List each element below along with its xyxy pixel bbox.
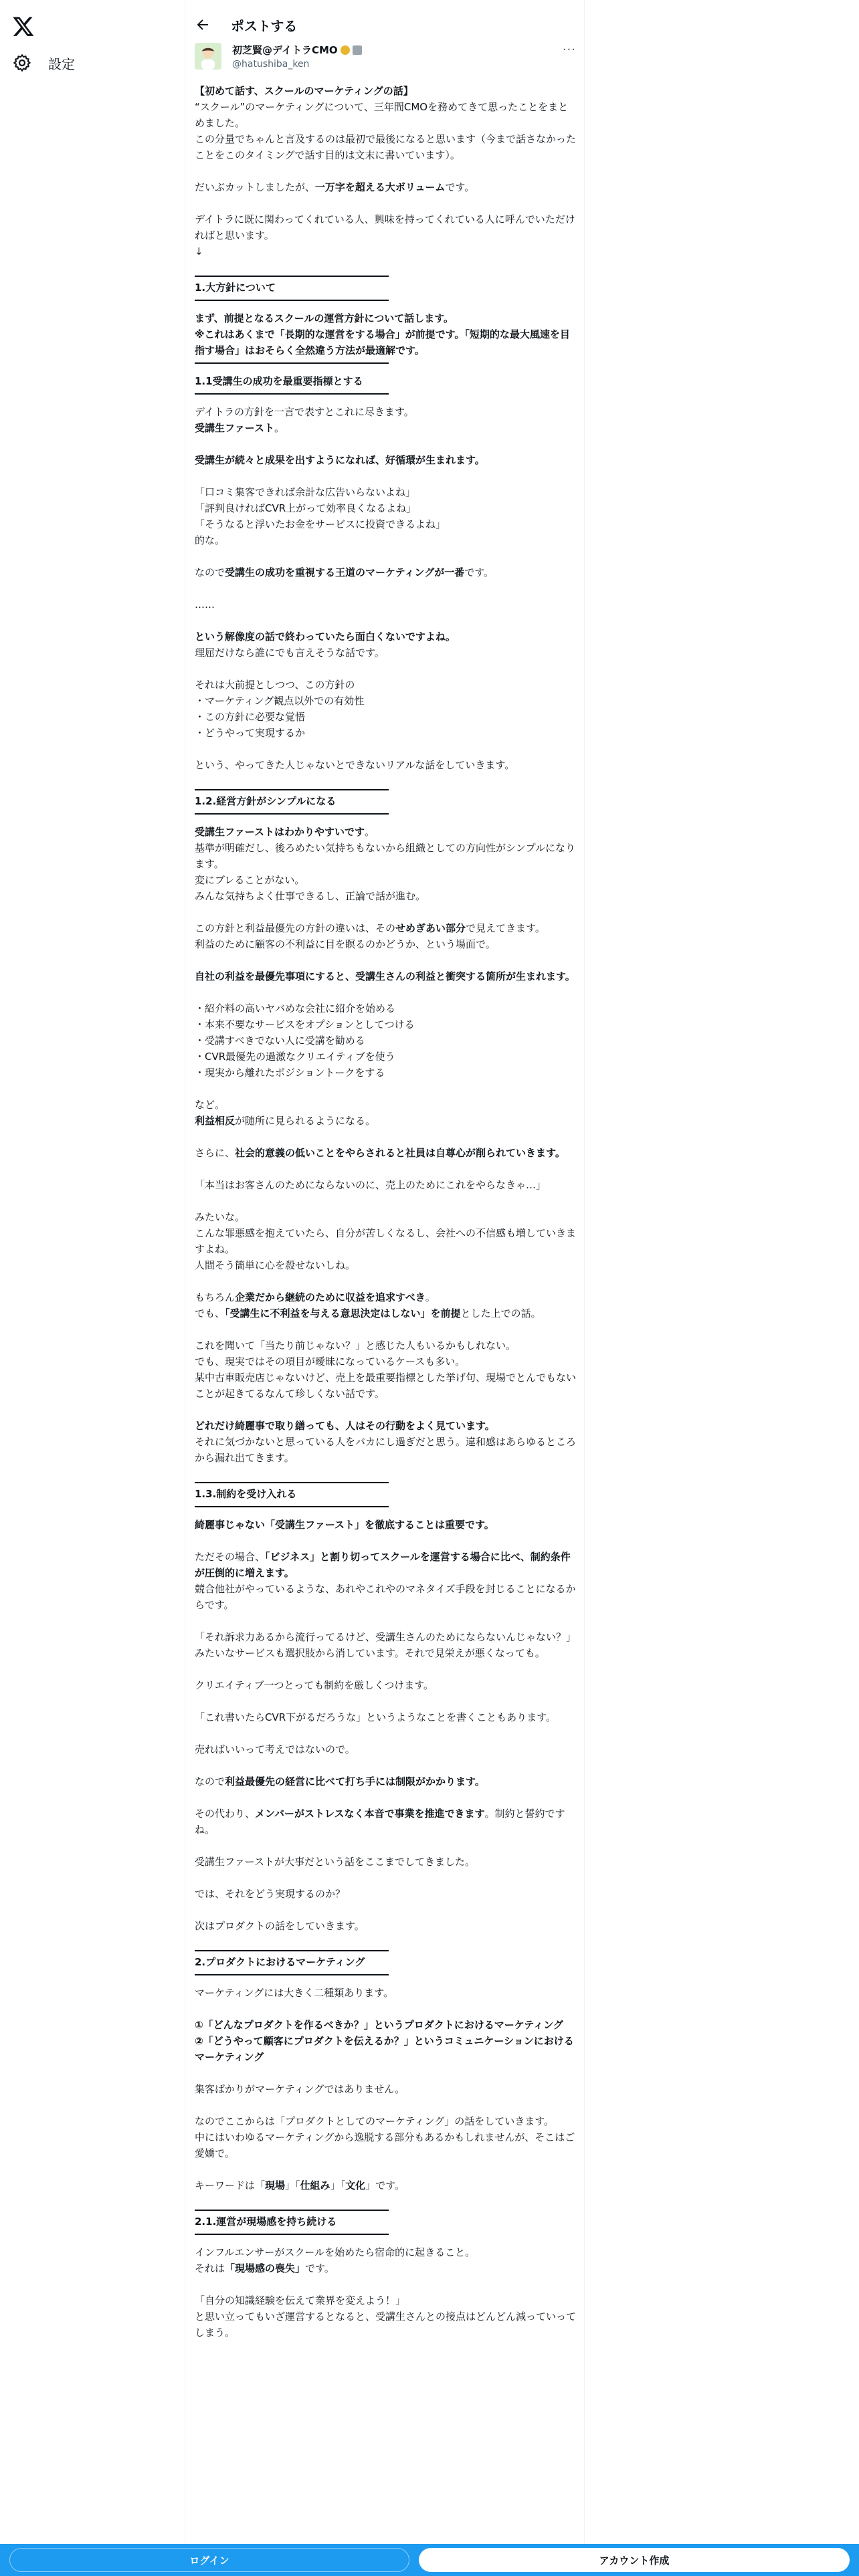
article-body [195,83,576,2357]
text-run: ・本来不要なサービスをオプションとしてつける [195,1018,415,1031]
text-run: 的な。 [195,534,225,546]
paragraph [195,597,576,613]
section-divider [195,1974,389,1975]
text-run: インフルエンサーがスクールを始めたら宿命的に起きること。 [195,2246,476,2258]
text-run: 2.1.運営が現場感を持ち続ける [195,2216,337,2228]
affiliate-badge-icon [353,45,362,55]
avatar[interactable] [195,43,221,70]
paragraph [195,1918,576,1934]
text-run: 文化 [345,2179,366,2191]
text-run: 次はプロダクトの話をしていきます。 [195,1920,365,1932]
paragraph [195,1741,576,1757]
paragraph [195,2177,576,2193]
text-run: 受講生の成功を重視する王道のマーケティングが一番 [225,566,465,578]
paragraph [195,920,576,952]
section-divider [195,276,389,277]
text-run: でも、現実ではその項目が曖昧になっているケースも多い。 [195,1356,466,1368]
paragraph [195,1806,576,1838]
text-run: 利益のために顧客の不利益に目を瞑るのかどうか、という場面で。 [195,938,496,950]
text-run: です。 [464,566,494,578]
text-run: です。 [305,2262,335,2274]
text-run: 現場 [265,2179,286,2191]
text-run: で見えてきます。 [466,922,545,934]
text-run: みんな気持ちよく仕事できるし、正論で話が進む。 [195,890,426,902]
text-run: “スクール”のマーケティングについて、三年間CMOを務めてきて思ったことをまとめました。 [195,101,569,129]
text-run: 【初めて話す、スクールのマーケティングの話】 [195,85,413,97]
text-run: キーワードは「 [195,2179,266,2191]
section-divider [195,1950,389,1951]
paragraph [195,2292,576,2341]
section-divider [195,1506,389,1507]
paragraph [195,243,576,259]
back-arrow-icon[interactable] [195,17,211,33]
text-run: 利益相反 [195,1115,235,1127]
text-run: と思い立ってもいざ運営するとなると、受講生さんとの接点はどんどん減っていってしまう。 [195,2311,577,2339]
text-run: では、それをどう実現するのか？ [195,1888,346,1900]
text-run: ・受講すべきでない人に受講を勧める [195,1035,365,1047]
text-run: 」「 [330,2179,346,2191]
paragraph [195,1289,576,1321]
login-button[interactable]: ログイン [9,2548,409,2572]
text-run: それに気づかないと思っている人をバカにし過ぎだと思う。違和感はあらゆるところから漏れ出てきます。 [195,1436,577,1464]
text-run: 仕組み [300,2179,330,2191]
text-run: 「これ書いたらCVR下がるだろうな」というようなことを書くこともあります。 [195,1711,556,1723]
main-column [185,0,585,2576]
section-heading [195,2214,576,2230]
text-run: 「そうなると浮いたお金をサービスに投資できるよね」 [195,518,446,530]
text-run: その代わり、 [195,1808,256,1820]
text-run: みたいな。 [195,1211,246,1223]
paragraph [195,1177,576,1193]
more-options-icon[interactable]: ··· [562,43,576,57]
text-run: 一万字を超える大ボリューム [314,181,446,193]
text-run: 売ればいいって考えではないので。 [195,1743,355,1755]
text-run: ↓ [195,245,203,257]
text-run: それは [195,2262,225,2274]
text-run: 1.2.経営方針がシンプルになる [195,795,337,807]
text-run: 。 [425,1291,436,1303]
text-run: クリエイティブ一つとっても制約を厳しくつけます。 [195,1679,434,1691]
text-run: 某中古車販売店じゃないけど、売上を最重要指標とした挙げ句、現場でとんでもないことが起きてるなんて珍しくない話です。 [195,1372,577,1400]
section-divider [195,300,389,301]
section-divider [195,813,389,815]
text-run: 受講生ファーストが大事だという話をここまでしてきました。 [195,1856,475,1868]
text-run: なので [195,1776,225,1788]
paragraph [195,1677,576,1693]
text-run: こんな罪悪感を抱えていたら、自分が苦しくなるし、会社への不信感も増していきますよね。 [195,1227,577,1255]
text-run: 「自分の知識経験を伝えて業界を変えよう！」 [195,2294,406,2306]
paragraph [195,564,576,580]
text-run: だいぶカットしましたが、 [195,181,315,193]
author-handle[interactable]: @hatushiba_ken [232,59,310,70]
gear-icon [12,53,32,73]
avatar-illustration-icon [195,43,221,70]
section-divider [195,393,389,395]
text-run: 「評判良ければCVR上がって効率良くなるよね」 [195,502,417,514]
text-run: 「ビジネス」と割り切ってスクールを運営する場合に比べ、制約条件が圧倒的に増えます。 [195,1551,571,1579]
text-run: ・この方針に必要な覚悟 [195,711,306,723]
paragraph [195,757,576,773]
section-heading [195,793,576,809]
paragraph [195,179,576,195]
text-run: ・どうやって実現するか [195,727,306,739]
header [185,0,584,49]
text-run: 企業だから継続のために収益を追求すべき [235,1291,425,1303]
text-run: ・現実から離れたポジショントークをする [195,1067,385,1079]
text-run: 「口コミ集客できれば余計な広告いらないよね」 [195,486,416,498]
paragraph [195,2244,576,2276]
section-heading [195,373,576,389]
section-divider [195,2210,389,2211]
text-run: 1.1受講生の成功を最重要指標とする [195,375,363,387]
text-run: この分量でちゃんと言及するのは最初で最後になると思います（今まで話さなかったことをこのタイミングで話す目的は文末に書いています）。 [195,133,577,161]
text-run: 「現場感の喪失」 [225,2262,306,2274]
text-run: みたいなサービスも選択肢から消しています。それで見栄えが悪くなっても。 [195,1647,545,1659]
settings-nav-item[interactable] [12,49,75,76]
text-run: 1.大方針について [195,282,276,294]
text-run: 利益最優先の経営に比べて打ち手には制限がかかります。 [225,1776,485,1788]
text-run: でも、 [195,1307,225,1319]
section-heading [195,1486,576,1502]
text-run: 」です。 [365,2179,405,2191]
section-divider [195,2234,389,2235]
text-run: 中にはいわゆるマーケティングから逸脱する部分もあるかもしれませんが、そこはご愛嬌で。 [195,2131,575,2159]
settings-label: 設定 [48,56,75,72]
text-run: さらに、 [195,1147,235,1159]
text-run: が随所に見られるようになる。 [235,1115,376,1127]
text-run: ②「どうやって顧客にプロダクトを伝えるか？」というコミュニケーションにおけるマーケティング [195,2035,574,2063]
paragraph [195,1145,576,1161]
text-run: 「本当はお客さんのためにならないのに、売上のためにこれをやらなきゃ…」 [195,1179,547,1191]
text-run: なので [195,566,225,578]
section-heading [195,310,576,358]
paragraph [195,1854,576,1870]
paragraph [195,404,576,436]
text-run: 人間そう簡単に心を殺せないしね。 [195,1259,356,1271]
text-run: まず、前提となるスクールの運営方針について話します。 [195,312,454,324]
text-run: ・紹介料の高いヤバめな会社に紹介を始める [195,1002,396,1014]
paragraph [195,1549,576,1613]
text-run: という、やってきた人じゃないとできないリアルな話をしていきます。 [195,759,515,771]
text-run: 受講生ファーストはわかりやすいです [195,826,365,838]
text-run: メンバーがストレスなく本音で事業を推進できます [255,1808,485,1820]
paragraph [195,484,576,548]
text-run: 受講生が続々と成果を出すようになれば、好循環が生まれます。 [195,454,485,466]
text-run: …… [195,599,215,611]
signup-button[interactable]: アカウント作成 [419,2548,850,2572]
x-logo-icon[interactable] [12,15,35,37]
text-run: という解像度の話で終わっていたら面白くないですよね。 [195,631,456,643]
text-run: ・マーケティング観点以外での有効性 [195,695,365,707]
verified-badge-icon [341,45,350,55]
section-divider [195,362,389,364]
page-title: ポストする [231,17,298,34]
text-run: 自社の利益を最優先事項にすると、受講生さんの利益と衝突する箇所が生まれます。 [195,970,575,982]
paragraph [195,677,576,741]
text-run: です。 [445,181,475,193]
text-run: ※これはあくまで「長期的な運営をする場合」が前提です。「短期的な最大風速を目指す場合」はおそらく全然違う方法が最適解です。 [195,328,570,356]
bottom-signup-bar [0,2544,859,2576]
paragraph [195,1517,576,1533]
text-run: これを聞いて「当たり前じゃない？」と感じた人もいるかもしれない。 [195,1339,516,1352]
text-run: 「それ訴求力あるから流行ってるけど、受講生さんのためにならないんじゃない？」 [195,1631,577,1643]
text-run: 綺麗事じゃない「受講生ファースト」を徹底することは重要です。 [195,1519,494,1531]
text-run: ・CVR最優先の過激なクリエイティブを使う [195,1051,395,1063]
text-run: 。制約と誓約ですね。 [195,1808,565,1836]
paragraph [195,1774,576,1790]
text-run: 「受講生に不利益を与える意思決定はしない」を前提 [225,1307,461,1319]
text-run: 。 [364,826,375,838]
author-name[interactable] [232,43,362,57]
post-author [195,43,576,72]
paragraph [195,2113,576,2161]
text-run: この方針と利益最優先の方針の違いは、その [195,922,396,934]
text-run: マーケティングには大きく二種類あります。 [195,1987,394,1999]
text-run: 基準が明確だし、後ろめたい気持ちもないから組織としての方向性がシンプルになります。 [195,842,576,870]
paragraph [195,1209,576,1273]
text-run: 2.プロダクトにおけるマーケティング [195,1956,365,1968]
text-run: ただその場合、 [195,1551,266,1563]
paragraph [195,1709,576,1725]
author-name-text: 初芝賢@デイトラCMO [232,44,338,56]
left-nav [0,0,185,2576]
paragraph [195,211,576,243]
text-run: せめぎあい部分 [395,922,466,934]
text-run: 受講生ファースト [195,422,274,434]
paragraph [195,2081,576,2097]
paragraph [195,2017,576,2065]
section-divider [195,1482,389,1483]
text-run: など。 [195,1099,225,1111]
paragraph [195,968,576,984]
paragraph [195,1337,576,1402]
text-run: デイトラに既に関わってくれている人、興味を持ってくれている人に呼んでいただければと思います。 [195,213,575,241]
text-run: それは大前提としつつ、この方針の [195,679,355,691]
text-run: 社会的意義の低いことをやらされると社員は自尊心が削られていきます。 [235,1147,565,1159]
text-run: 。 [274,422,284,434]
paragraph [195,1985,576,2001]
paragraph [195,824,576,904]
paragraph [195,629,576,661]
section-heading [195,280,576,296]
paragraph [195,1629,576,1661]
text-run: なのでここからは「プロダクトとしてのマーケティング」の話をしていきます。 [195,2115,555,2127]
paragraph [195,1097,576,1129]
paragraph [195,1418,576,1466]
text-run: 変にブレることがない。 [195,874,305,886]
text-run: もちろん [195,1291,235,1303]
text-run: どれだけ綺麗事で取り繕っても、人はその行動をよく見ています。 [195,1420,495,1432]
text-run: とした上での話。 [460,1307,541,1319]
text-run: 1.3.制約を受け入れる [195,1488,297,1500]
section-divider [195,789,389,790]
paragraph [195,1886,576,1902]
text-run: デイトラの方針を一言で表すとこれに尽きます。 [195,406,414,418]
text-run: 」「 [285,2179,300,2191]
text-run: 競合他社がやっているような、あれやこれやのマネタイズ手段を封じることになるからです。 [195,1583,576,1611]
text-run: 集客ばかりがマーケティングではありません。 [195,2083,405,2095]
paragraph [195,452,576,468]
paragraph [195,83,576,163]
paragraph [195,1000,576,1081]
text-run: ①「どんなプロダクトを作るべきか？」というプロダクトにおけるマーケティング [195,2019,563,2031]
section-heading [195,1954,576,1970]
text-run: 理屈だけなら誰にでも言えそうな話です。 [195,647,385,659]
